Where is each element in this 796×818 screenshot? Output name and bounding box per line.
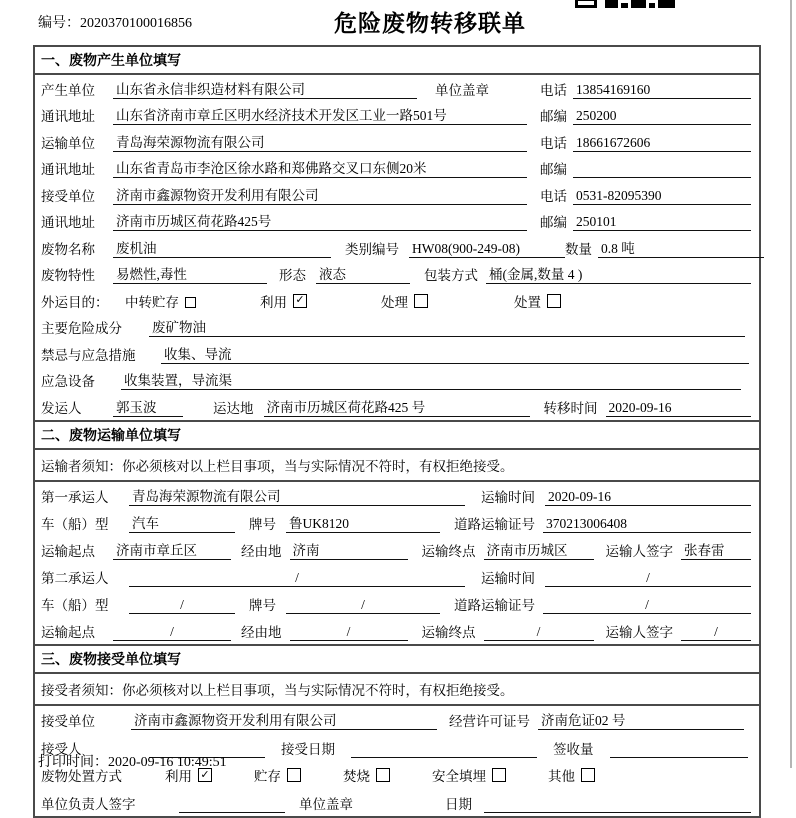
- field-value: 青岛海荣源物流有限公司: [129, 485, 465, 506]
- field-value: /: [543, 597, 751, 614]
- field-value: /: [290, 624, 408, 641]
- field-value: 0531-82095390: [573, 188, 751, 205]
- form-row-receiver-address: [35, 208, 759, 235]
- field-label: 邮编: [540, 109, 567, 124]
- field-label: 运输终点: [421, 543, 476, 559]
- field-value: /: [113, 624, 231, 641]
- form-row-transport-address: [35, 155, 759, 182]
- field-label: 道路运输证号: [454, 516, 535, 532]
- checkbox-label: 处置: [514, 294, 541, 310]
- field-value: [610, 741, 748, 758]
- field-label: 运输起点: [41, 624, 95, 640]
- field-label: 运输起点: [41, 543, 95, 559]
- field-label: 电话: [540, 135, 567, 151]
- field-value: 山东省青岛市李沧区徐水路和郑佛路交叉口东侧20米: [113, 157, 527, 178]
- section-3-header: 三、废物接受单位填写: [35, 644, 759, 674]
- field-label: 单位盖章: [299, 796, 353, 812]
- field-label: 接受日期: [281, 741, 335, 757]
- field-value: /: [129, 597, 235, 614]
- field-label: 废物名称: [41, 241, 95, 257]
- field-value: 济南: [290, 539, 408, 560]
- checkbox-label: 利用: [260, 294, 287, 310]
- field-label: 废物处置方式: [41, 769, 122, 784]
- field-label: 经营许可证号: [449, 714, 530, 729]
- field-value: 山东省永信非织造材料有限公司: [113, 78, 417, 99]
- field-value: 13854169160: [573, 82, 751, 99]
- field-label: 通讯地址: [41, 162, 95, 177]
- field-label: 电话: [540, 82, 567, 98]
- field-value: 青岛海荣源物流有限公司: [113, 131, 527, 152]
- field-label: 牌号: [249, 516, 276, 532]
- transporter-notice: 运输者须知：你必须核对以上栏目事项，当与实际情况不符时，有权拒绝接受。: [35, 450, 759, 482]
- field-label: 电话: [540, 188, 567, 204]
- field-label: 运输终点: [421, 624, 476, 640]
- form-row-responsible-signature: [35, 788, 759, 816]
- field-label: 产生单位: [41, 82, 95, 98]
- doc-number-value: 2020370100016856: [80, 16, 192, 31]
- form-row-vehicle-2: [35, 590, 759, 617]
- field-label: 签收量: [553, 741, 594, 757]
- form-row-transport-unit: [35, 128, 759, 155]
- checkbox: [293, 294, 307, 308]
- page-edge-line: [790, 0, 792, 768]
- form-row-waste-name: [35, 234, 759, 261]
- field-label: 接受人: [41, 741, 82, 757]
- form-row-emergency-measures: [35, 340, 759, 367]
- form-row-hazard-component: [35, 314, 759, 341]
- checkbox: [547, 294, 561, 308]
- field-label: 形态: [279, 268, 306, 283]
- field-label: 邮编: [540, 215, 567, 230]
- field-label: 第二承运人: [41, 570, 109, 586]
- print-time-value: 2020-09-16 10:49:51: [108, 755, 227, 770]
- checkbox-label: 安全填埋: [432, 769, 486, 784]
- field-value: 济南危证02 号: [538, 709, 744, 730]
- field-label: 应急设备: [41, 374, 95, 389]
- form-row-consignor: [35, 393, 759, 420]
- field-label: 包装方式: [424, 268, 478, 283]
- field-value: 济南市历城区: [484, 539, 594, 560]
- form-row-second-carrier: [35, 563, 759, 590]
- checkbox-label: 处理: [381, 294, 408, 310]
- field-value: 液态: [316, 263, 410, 284]
- checkbox: [414, 294, 428, 308]
- form-row-accept-unit: [35, 706, 759, 734]
- field-label: 牌号: [249, 597, 276, 613]
- form-row-transfer-purpose: [35, 287, 759, 314]
- field-label: 转移时间: [543, 400, 598, 416]
- field-value: 废矿物油: [149, 316, 745, 337]
- field-label: 运达地: [213, 400, 254, 416]
- field-value: 山东省济南市章丘区明水经济技术开发区工业一路501号: [113, 104, 527, 125]
- field-value: [179, 796, 285, 813]
- field-value: 郭玉波: [113, 396, 183, 417]
- qr-code-fragment: [575, 0, 678, 8]
- section-1-header: 一、废物产生单位填写: [35, 47, 759, 75]
- checkbox-mark: ✓: [200, 768, 210, 781]
- field-value: 18661672606: [573, 135, 751, 152]
- form-row-route-2: [35, 617, 759, 644]
- section-transporter: [35, 420, 759, 644]
- field-value: /: [484, 624, 594, 641]
- checkbox: [287, 768, 301, 782]
- field-value: [484, 796, 751, 813]
- checkbox-mark: ✓: [295, 294, 305, 306]
- form-row-vehicle-1: [35, 509, 759, 536]
- field-label: 日期: [445, 796, 472, 812]
- section-producer: [35, 47, 759, 420]
- form-row-receiver-unit: [35, 181, 759, 208]
- field-label: 单位负责人签字: [41, 796, 136, 812]
- field-value: /: [286, 597, 440, 614]
- field-value: 鲁UK8120: [286, 512, 440, 533]
- section-receiver: [35, 644, 759, 816]
- field-label: 数量: [565, 241, 592, 257]
- qr-block: [658, 0, 675, 8]
- field-value: [351, 741, 537, 758]
- checkbox: [492, 768, 506, 782]
- qr-block: [605, 0, 618, 8]
- field-value: 收集、导流: [161, 343, 749, 364]
- print-time: [38, 751, 227, 771]
- section-2-header: 二、废物运输单位填写: [35, 420, 759, 450]
- field-value: 0.8 吨: [598, 237, 764, 258]
- field-label: 运输人签字: [605, 543, 673, 559]
- qr-block: [631, 0, 646, 8]
- field-label: 道路运输证号: [454, 597, 535, 613]
- field-value: [573, 161, 751, 178]
- form-row-first-carrier: [35, 482, 759, 509]
- field-value: 济南市章丘区: [113, 539, 231, 560]
- page-title: 危险废物转移联单: [334, 11, 526, 36]
- field-label: 车（船）型: [41, 597, 109, 613]
- field-value: /: [129, 570, 465, 587]
- checkbox: [185, 297, 196, 308]
- field-value: 废机油: [113, 237, 331, 258]
- field-value: 2020-09-16: [606, 400, 752, 417]
- field-value: 济南市鑫源物资开发利用有限公司: [131, 709, 437, 730]
- print-time-label: 打印时间：: [38, 755, 108, 770]
- field-label: 接受单位: [41, 714, 95, 729]
- field-value: /: [545, 570, 751, 587]
- field-label: 通讯地址: [41, 109, 95, 124]
- field-label: 接受单位: [41, 188, 95, 204]
- form-row-producer-address: [35, 102, 759, 129]
- qr-block: [621, 3, 628, 8]
- field-value: 370213006408: [543, 516, 751, 533]
- field-label: 第一承运人: [41, 489, 109, 505]
- field-label: 禁忌与应急措施: [41, 347, 136, 363]
- checkbox-label: 其他: [548, 769, 575, 784]
- form-row-emergency-equipment: [35, 367, 759, 394]
- field-label: 经由地: [241, 624, 282, 640]
- checkbox-label: 贮存: [254, 769, 281, 784]
- field-label: 废物特性: [41, 268, 95, 283]
- form-row-waste-character: [35, 261, 759, 288]
- field-label: 运输人签字: [605, 624, 673, 640]
- checkbox: [376, 768, 390, 782]
- field-label: 发运人: [41, 400, 82, 416]
- qr-block: [649, 3, 655, 8]
- field-value: 桶(金属,数量 4 ): [486, 263, 751, 284]
- field-value: /: [681, 624, 751, 641]
- field-label: 运输时间: [481, 489, 535, 505]
- field-label: 类别编号: [345, 241, 399, 257]
- checkbox-label: 中转贮存: [125, 294, 179, 310]
- field-value: 济南市历城区荷花路425号: [113, 210, 527, 231]
- field-label: 经由地: [241, 543, 282, 559]
- field-value: 2020-09-16: [545, 489, 751, 506]
- field-label: 车（船）型: [41, 516, 109, 532]
- field-label: 运输时间: [481, 570, 535, 586]
- checkbox: [581, 768, 595, 782]
- field-label: 主要危险成分: [41, 321, 122, 336]
- doc-number-label: 编号：: [38, 16, 80, 31]
- field-value: 汽车: [129, 512, 235, 533]
- receiver-notice: 接受者须知：你必须核对以上栏目事项，当与实际情况不符时，有权拒绝接受。: [35, 674, 759, 706]
- field-value: 250200: [573, 108, 751, 125]
- field-value: 易燃性,毒性: [113, 263, 267, 284]
- field-value: 250101: [573, 214, 751, 231]
- field-value: 济南市历城区荷花路425 号: [264, 396, 530, 417]
- field-value: 张春雷: [681, 539, 751, 560]
- field-label: 邮编: [540, 162, 567, 177]
- checkbox-label: 焚烧: [343, 769, 370, 784]
- qr-block: [575, 0, 597, 8]
- field-value: HW08(900-249-08): [409, 241, 565, 258]
- field-label: 运输单位: [41, 135, 95, 151]
- manifest-form: [33, 45, 761, 818]
- form-row-route-1: [35, 536, 759, 563]
- checkbox-label: 利用: [165, 769, 192, 784]
- field-label: 通讯地址: [41, 215, 95, 230]
- field-value: 收集装置，导流渠: [121, 369, 741, 390]
- field-label: 单位盖章: [435, 82, 489, 98]
- field-label: 外运目的：: [41, 294, 109, 310]
- form-row-producer-unit: [35, 75, 759, 102]
- field-value: 济南市鑫源物资开发利用有限公司: [113, 184, 527, 205]
